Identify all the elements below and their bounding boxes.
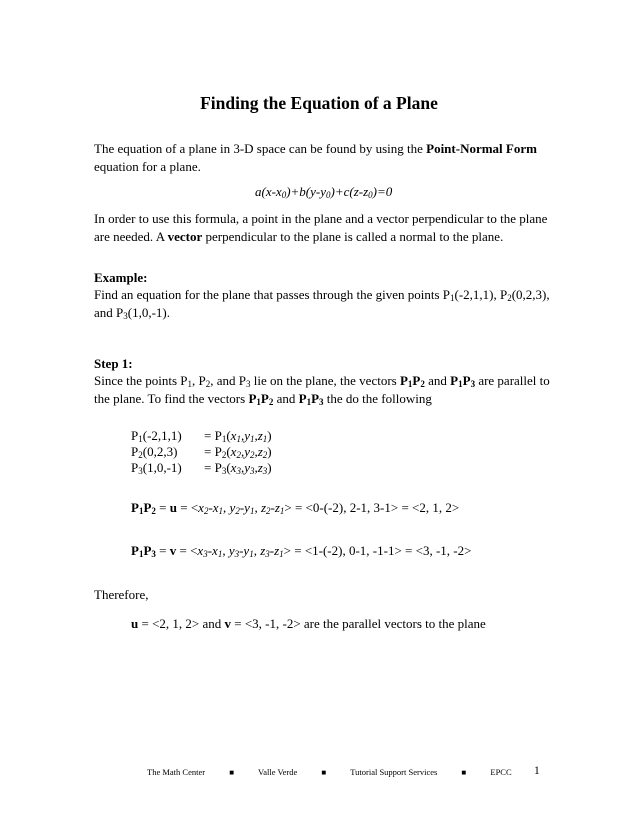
- therefore-label: Therefore,: [94, 587, 149, 602]
- points-table: [131, 428, 431, 476]
- step1-line-1: Since the points $P_1$, $P_2$, and $P_3$ lie on the plane, the vectors $P_1P_2$ and $P_1P_3$ are parallel to: [94, 373, 550, 389]
- point-row-3: $P_3(1,0,-1)$ = $P_3(x_3,y_3,z_3)$: [131, 460, 272, 476]
- page-footer: [147, 767, 547, 777]
- footer-separator: ■: [321, 768, 327, 777]
- footer-valle-verde: Valle Verde: [258, 767, 298, 777]
- intro-paragraph: [94, 141, 537, 175]
- normal-vector-paragraph: [94, 211, 547, 245]
- example-heading: Example:: [94, 270, 148, 285]
- intro-line-1: [94, 141, 537, 157]
- point-normal-formula: $a(x-x_0)+b(y-y_0)+c(z-z_0)=0$: [255, 184, 393, 200]
- example-section: [94, 270, 550, 321]
- step1-heading: Step 1:: [94, 356, 133, 371]
- step1-line-2: the plane. To find the vectors $P_1P_2$ and $P_1P_3$ the do the following: [94, 391, 432, 407]
- footer-epcc: EPCC: [490, 767, 512, 777]
- step1-section: [94, 356, 550, 407]
- paragraph-line-2: are needed. A vector perpendicular to the plane is called a normal to the plane.: [94, 229, 504, 244]
- point-row-1: $P_1(-2,1,1)$ = $P_1(x_1,y_1,z_1)$: [131, 428, 272, 444]
- page-number: 1: [534, 765, 540, 777]
- vector-u-calculation: $P_1P_2 = u = <x_2-x_1$, $y_2-y_1$, $z_2-z_1> = <0-(-2)$, 2-1, 3-1> = <2, 1, 2>: [131, 500, 460, 516]
- footer-separator: ■: [461, 768, 467, 777]
- intro-line-2: equation for a plane.: [94, 159, 201, 174]
- footer-separator: ■: [229, 768, 235, 777]
- point-row-2: $P_2(0,2,3)$ = $P_2(x_2,y_2,z_2)$: [131, 444, 272, 460]
- footer-tutorial-services: Tutorial Support Services: [350, 767, 438, 777]
- conclusion-line: u = <2, 1, 2> and v = <3, -1, -2> are the parallel vectors to the plane: [131, 616, 486, 631]
- example-line-2: and $P_3(1,0,-1)$.: [94, 305, 170, 321]
- page-title: Finding the Equation of a Plane: [200, 93, 438, 113]
- vector-v-calculation: $P_1P_3 = v = <x_3-x_1$, $y_3-y_1$, $z_3-z_1> = <1-(-2)$, 0-1, -1-1> = <3, -1, -2>: [131, 543, 472, 559]
- example-line-1: Find an equation for the plane that passes through the given points $P_1(-2,1,1)$, $P_2(0,2,3)$,: [94, 287, 550, 303]
- vector-term: vector: [167, 229, 203, 244]
- paragraph-line-1: In order to use this formula, a point in the plane and a vector perpendicular to the plane: [94, 211, 548, 226]
- footer-math-center: The Math Center: [147, 767, 206, 777]
- point-normal-form-term: Point-Normal Form: [426, 141, 537, 156]
- intro-text: The equation of a plane in 3-D space can be found by using the: [94, 141, 427, 156]
